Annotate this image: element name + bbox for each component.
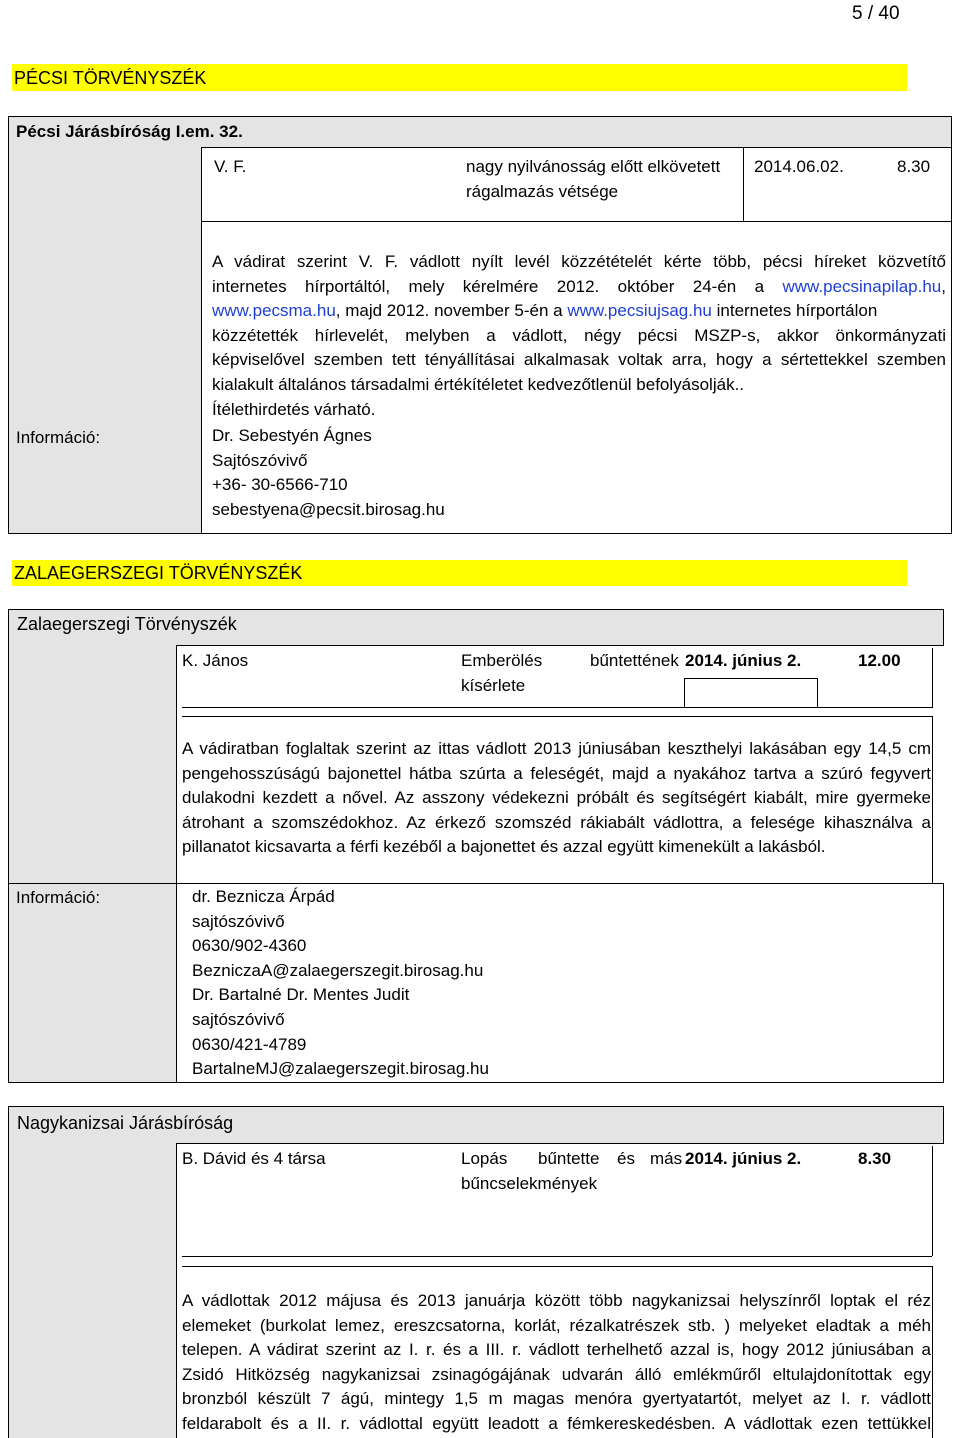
court-name-bar <box>8 1106 944 1144</box>
info-column <box>8 147 202 534</box>
section-heading-text: ZALAEGERSZEGI TÖRVÉNYSZÉK <box>14 563 303 583</box>
desc-line: pengehosszúságú bajonettel hátba szúrta a feleségét, majd a nyakához tartva a szúró fegyvert <box>182 763 931 783</box>
hearing-date: 2014.06.02. <box>754 157 844 176</box>
link-pecsiujsag[interactable]: www.pecsiujsag.hu <box>567 301 712 321</box>
charge-line1: nagy nyilvánosság előtt elkövetett <box>466 157 721 176</box>
contact-role: Sajtószóvivő <box>212 450 308 470</box>
desc-line: kialakult általános társadalmi értékítéletet kedvezőtlenül befolyásolják.. <box>212 374 745 394</box>
section-heading-text: PÉCSI TÖRVÉNYSZÉK <box>14 68 207 88</box>
desc-line: www.pecsma.hu, majd 2012. november 5-én a www.pecsiujsag.hu internetes hírportálon <box>212 301 878 321</box>
charge-line2: bűncselekmények <box>461 1174 598 1193</box>
contact-block <box>212 424 445 522</box>
case-description <box>182 737 931 860</box>
court-name: Nagykanizsai Járásbíróság <box>17 1113 234 1133</box>
contact-name: dr. Beznicza Árpád <box>192 887 335 906</box>
desc-line: képviselővel szemben tett tényállításai alkalmasak voltak arra, hogy a sértettekkel szemben <box>212 350 946 370</box>
hearing-time: 12.00 <box>858 651 901 670</box>
info-column <box>8 645 177 1083</box>
charge-line2: rágalmazás vétsége <box>466 182 619 201</box>
contact-role: sajtószóvivő <box>192 1009 285 1029</box>
court-name: Zalaegerszegi Törvényszék <box>17 614 237 634</box>
charge-line2: kísérlete <box>461 676 526 695</box>
desc-line: pillanatot kicsavarta a férfi kezéből a bajonettet és azzal együtt kimenekült a lakásból. <box>182 837 826 857</box>
charge-word: bűntette <box>538 1149 600 1168</box>
desc-line: bronzból készült 7 ágú, mintegy 1,5 m magas menóra gyertyatartót, melyet az I. r. vádlott <box>182 1389 931 1409</box>
court-name-bar <box>8 116 952 148</box>
link-pecsma[interactable]: www.pecsma.hu <box>212 301 336 321</box>
desc-line: Zsidó Hitközség nagykanizsai zsinagógájának udvarán álló emlékműről eltulajdonítottak egy <box>182 1364 931 1384</box>
section-heading-zalaegerszeg <box>12 560 907 586</box>
info-label: Információ: <box>16 428 101 447</box>
contact-email[interactable]: BezniczaA@zalaegerszegit.birosag.hu <box>192 960 484 980</box>
charge-word: és <box>617 1149 635 1168</box>
contact-name: Dr. Sebestyén Ágnes <box>212 426 372 445</box>
desc-line: feldarabolt és a II. r. vádlottal együtt leadott a fémkereskedésben. A vádlottak ezen tettükkel <box>182 1413 931 1433</box>
defendant: B. Dávid és 4 társa <box>182 1149 326 1168</box>
desc-line: átrohant a szomszédokhoz. Az érkező szomszéd rákiabált vádlottra, a felesége kihasználva a <box>182 812 931 832</box>
contact-phone: +36- 30-6566-710 <box>212 475 348 495</box>
contact-phone: 0630/421-4789 <box>192 1034 307 1054</box>
desc-line: telepen. A vádirat szerint az I. r. és a III. r. vádlott terhelhető azzal is, hogy 2012 júniusában a <box>182 1340 931 1360</box>
case-description <box>182 1289 931 1437</box>
hearing-date: 2014. június 2. <box>685 651 802 670</box>
contact-email[interactable]: BartalneMJ@zalaegerszegit.birosag.hu <box>192 1059 489 1079</box>
desc-line: A vádiratban foglaltak szerint az ittas vádlott 2013 júniusában keszthelyi lakásában egy 14,5 cm <box>182 739 931 758</box>
info-label: Információ: <box>16 888 101 907</box>
charge-word: más <box>650 1149 683 1168</box>
desc-line: elemeket (burkolat lemez, ereszcsatorna, korlát, rézalkatrészek stb. ) melyeket eladtak a méh <box>182 1315 931 1335</box>
hearing-date: 2014. június 2. <box>685 1149 802 1168</box>
case-description <box>212 250 946 422</box>
section-heading-pecs <box>12 64 907 91</box>
hearing-time: 8.30 <box>858 1149 892 1168</box>
court-name: Pécsi Járásbíróság I.em. 32. <box>16 122 243 141</box>
desc-line: Ítélethirdetés várható. <box>212 399 376 419</box>
contact-email[interactable]: sebestyena@pecsit.birosag.hu <box>212 499 445 519</box>
info-column <box>8 1143 177 1438</box>
contact-phone: 0630/902-4360 <box>192 936 307 956</box>
defendant: V. F. <box>214 157 247 176</box>
desc-line: A vádirat szerint V. F. vádlott nyílt levél közzétételét kérte több, pécsi híreket közvetítő <box>212 252 946 271</box>
hearing-time: 8.30 <box>897 157 931 176</box>
contact-role: sajtószóvivő <box>192 911 285 931</box>
desc-line: internetes hírportáltól, mely kérelmére 2012. október 24-én a www.pecsinapilap.hu, <box>212 276 946 296</box>
charge-word: Emberölés <box>461 651 543 670</box>
page-number: 5 / 40 <box>852 3 900 24</box>
desc-line: A vádlottak 2012 májusa és 2013 januárja között több nagykanizsai helyszínről loptak el réz <box>182 1291 931 1310</box>
defendant: K. János <box>182 651 249 670</box>
court-name-bar <box>8 609 944 646</box>
link-pecsinapilap[interactable]: www.pecsinapilap.hu <box>782 276 942 296</box>
charge-word: bűntettének <box>590 651 679 670</box>
contact-block <box>192 885 489 1082</box>
desc-line: közzétették hírlevelét, melyben a vádlott, négy pécsi MSZP-s, akkor önkormányzati <box>212 325 946 345</box>
contact-name: Dr. Bartalné Dr. Mentes Judit <box>192 985 410 1005</box>
charge-word: Lopás <box>461 1149 508 1168</box>
desc-line: dulakodni kezdett a nővel. Az asszony védekezni próbált és segítségért kiabált, mire gyermeke <box>182 788 931 808</box>
